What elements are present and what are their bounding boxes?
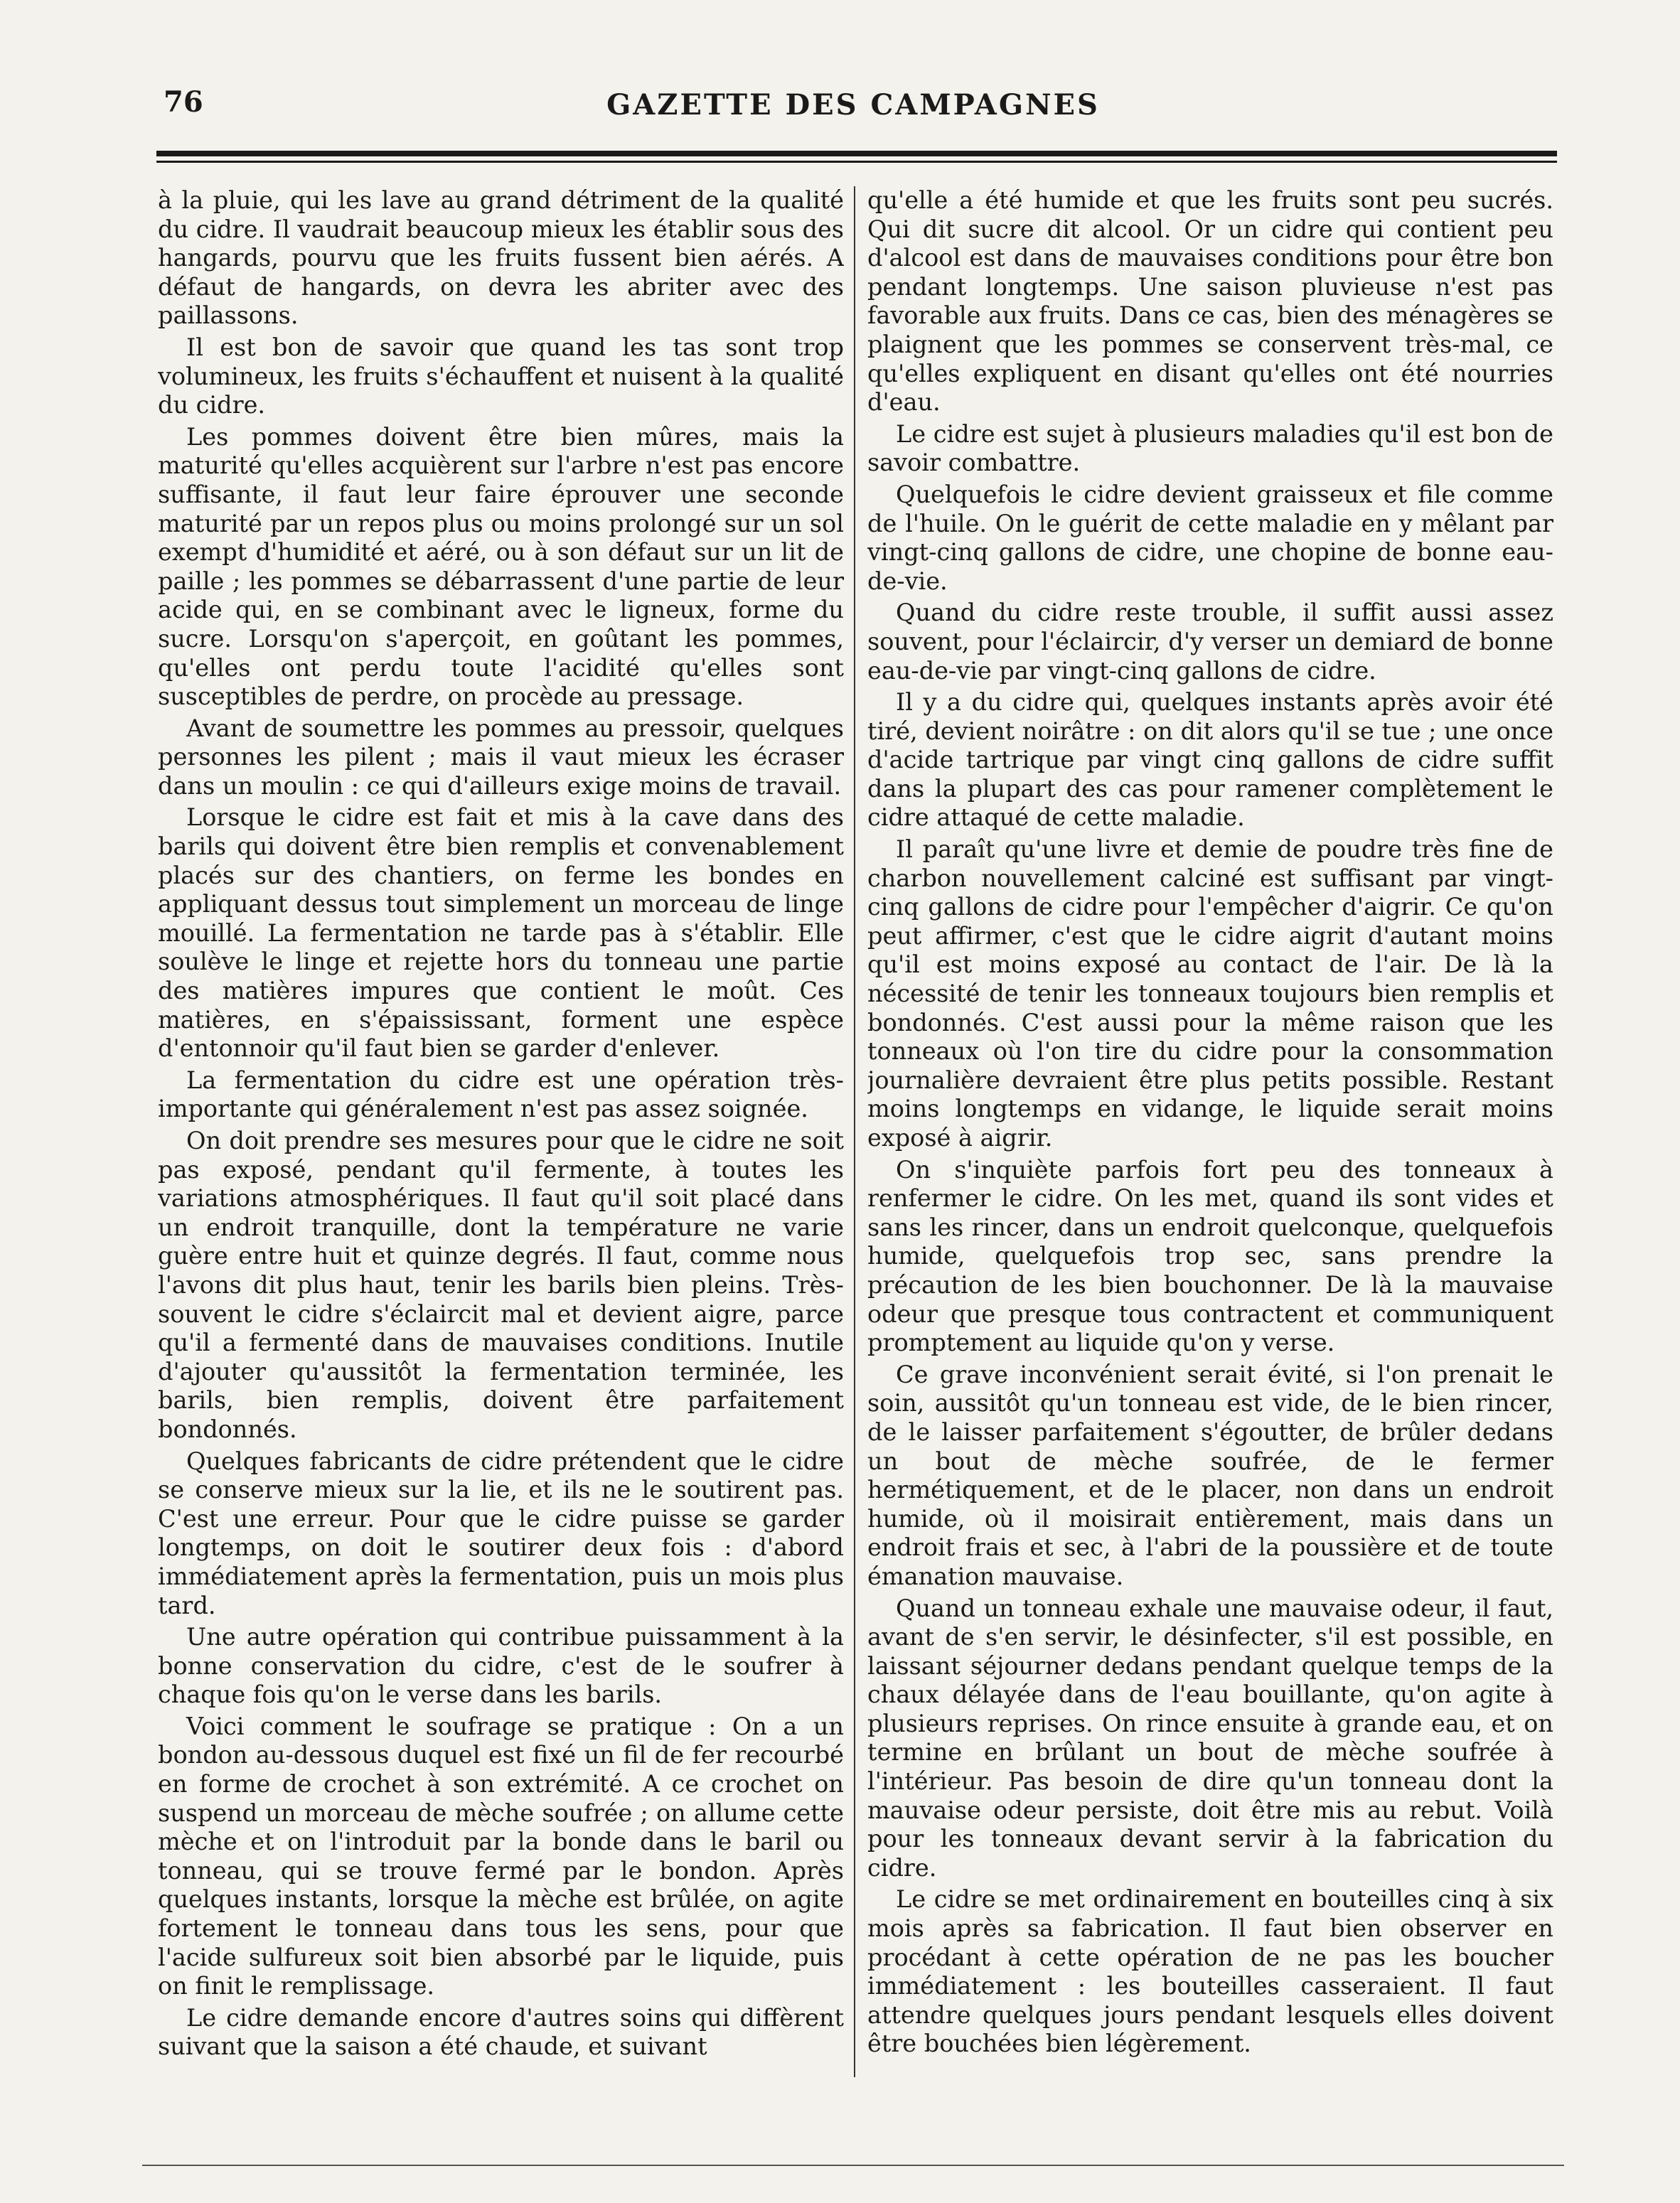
newspaper-title: GAZETTE DES CAMPAGNES [606, 88, 1100, 122]
paragraph: Quand du cidre reste trouble, il suffit aussi assez souvent, pour l'éclaircir, d'y verser un demiard de bonne eau-de-vie par vingt-cinq gallons de cidre. [867, 599, 1553, 685]
paragraph: Il est bon de savoir que quand les tas sont trop volumineux, les fruits s'échauffent et nuisent à la qualité du cidre. [158, 333, 844, 419]
paragraph: Le cidre se met ordinairement en bouteilles cinq à six mois après sa fabrication. Il faut bien observer en procédant à cette opération de ne pas les boucher immédiatement : les bouteilles casseraient. Il faut attendre quelques jours pendant lesquels elles doivent être bouchées bien légèrement. [867, 1885, 1553, 2058]
header-rule-thick [156, 151, 1557, 156]
page-number: 76 [164, 85, 203, 119]
header-rule-thin [156, 161, 1557, 163]
paragraph: Les pommes doivent être bien mûres, mais la maturité qu'elles acquièrent sur l'arbre n'est pas encore suffisante, il faut leur faire éprouver une seconde maturité par un repos plus ou moins prolongé sur un sol exempt d'humidité et aéré, ou à son défaut sur un lit de paille ; les pommes se débarrassent d'une partie de leur acide qui, en se combinant avec le ligneux, forme du sucre. Lorsqu'on s'aperçoit, en goûtant les pommes, qu'elles ont perdu toute l'acidité qu'elles sont susceptibles de perdre, on procède au pressage. [158, 422, 844, 711]
paragraph: La fermentation du cidre est une opération très-importante qui généralement n'est pas assez soignée. [158, 1066, 844, 1123]
page-header [142, 85, 1564, 128]
paragraph: Le cidre est sujet à plusieurs maladies qu'il est bon de savoir combattre. [867, 419, 1553, 477]
paragraph: Il paraît qu'une livre et demie de poudre très fine de charbon nouvellement calciné est suffisant par vingt-cinq gallons de cidre pour l'empêcher d'aigrir. Ce qu'on peut affirmer, c'est que le cidre aigrit d'autant moins qu'il est moins exposé au contact de l'air. De là la nécessité de tenir les tonneaux toujours bien remplis et bondonnés. C'est aussi pour la même raison que les tonneaux où l'on tire du cidre pour la consommation journalière devraient être plus petits possible. Restant moins longtemps en vidange, le liquide serait moins exposé à aigrir. [867, 835, 1553, 1152]
paragraph: Le cidre demande encore d'autres soins qui diffèrent suivant que la saison a été chaude, et suivant [158, 2003, 844, 2061]
paragraph: On s'inquiète parfois fort peu des tonneaux à renfermer le cidre. On les met, quand ils sont vides et sans les rincer, dans un endroit quelconque, quelquefois humide, quelquefois trop sec, sans prendre la précaution de les bien bouchonner. De là la mauvaise odeur que presque tous contractent et communiquent promptement au liquide qu'on y verse. [867, 1155, 1553, 1357]
paragraph: Quelques fabricants de cidre prétendent que le cidre se conserve mieux sur la lie, et ils ne le soutirent pas. C'est une erreur. Pour que le cidre puisse se garder longtemps, on doit le soutirer deux fois : d'abord immédiatement après la fermentation, puis un mois plus tard. [158, 1447, 844, 1619]
paragraph: à la pluie, qui les lave au grand détriment de la qualité du cidre. Il vaudrait beaucoup mieux les établir sous des hangards, pourvu que les fruits fussent bien aérés. A défaut de hangards, on devra les abriter avec des paillassons. [158, 186, 844, 330]
paragraph: Une autre opération qui contribue puissamment à la bonne conservation du cidre, c'est de le soufrer à chaque fois qu'on le verse dans les barils. [158, 1623, 844, 1709]
footer-rule [142, 2165, 1564, 2166]
right-column [867, 186, 1553, 2091]
paragraph: qu'elle a été humide et que les fruits sont peu sucrés. Qui dit sucre dit alcool. Or un cidre qui contient peu d'alcool est dans de mauvaises conditions pour être bon pendant longtemps. Une saison pluvieuse n'est pas favorable aux fruits. Dans ce cas, bien des ménagères se plaignent que les pommes se conservent très-mal, ce qu'elles expliquent en disant qu'elles ont été nourries d'eau. [867, 186, 1553, 417]
paragraph: Quelquefois le cidre devient graisseux et file comme de l'huile. On le guérit de cette maladie en y mêlant par vingt-cinq gallons de cidre, une chopine de bonne eau-de-vie. [867, 480, 1553, 595]
paragraph: Quand un tonneau exhale une mauvaise odeur, il faut, avant de s'en servir, le désinfecter, s'il est possible, en laissant séjourner dedans pendant quelque temps de la chaux délayée dans de l'eau bouillante, qu'on agite à plusieurs reprises. On rince ensuite à grande eau, et on termine en brûlant un bout de mèche soufrée à l'intérieur. Pas besoin de dire qu'un tonneau dont la mauvaise odeur persiste, doit être mis au rebut. Voilà pour les tonneaux devant servir à la fabrication du cidre. [867, 1594, 1553, 1882]
column-divider [854, 186, 855, 2077]
left-column [158, 186, 844, 2091]
paragraph: Lorsque le cidre est fait et mis à la cave dans des barils qui doivent être bien remplis et convenablement placés sur des chantiers, on ferme les bondes en appliquant dessus tout simplement un morceau de linge mouillé. La fermentation ne tarde pas à s'établir. Elle soulève le linge et rejette hors du tonneau une partie des matières impures que contient le moût. Ces matières, en s'épaississant, forment une espèce d'entonnoir qu'il faut bien se garder d'enlever. [158, 803, 844, 1063]
paragraph: Avant de soumettre les pommes au pressoir, quelques personnes les pilent ; mais il vaut mieux les écraser dans un moulin : ce qui d'ailleurs exige moins de travail. [158, 714, 844, 800]
paragraph: Voici comment le soufrage se pratique : On a un bondon au-dessous duquel est fixé un fil de fer recourbé en forme de crochet à son extrémité. A ce crochet on suspend un morceau de mèche soufrée ; on allume cette mèche et on l'introduit par la bonde dans le baril ou tonneau, qui se trouve fermé par le bondon. Après quelques instants, lorsque la mèche est brûlée, on agite fortement le tonneau dans tous les sens, pour que l'acide sulfureux soit bien absorbé par le liquide, puis on finit le remplissage. [158, 1712, 844, 2000]
paragraph: Ce grave inconvénient serait évité, si l'on prenait le soin, aussitôt qu'un tonneau est vide, de le bien rincer, de le laisser parfaitement s'égoutter, de brûler dedans un bout de mèche soufrée, de le fermer hermétiquement, et de le placer, non dans un endroit humide, où il moisirait entièrement, mais dans un endroit frais et sec, à l'abri de la poussière et de toute émanation mauvaise. [867, 1360, 1553, 1590]
paragraph: Il y a du cidre qui, quelques instants après avoir été tiré, devient noirâtre : on dit alors qu'il se tue ; une once d'acide tartrique par vingt cinq gallons de cidre suffit dans la plupart des cas pour ramener complètement le cidre attaqué de cette maladie. [867, 688, 1553, 832]
paragraph: On doit prendre ses mesures pour que le cidre ne soit pas exposé, pendant qu'il fermente, à toutes les variations atmosphériques. Il faut qu'il soit placé dans un endroit tranquille, dont la température ne varie guère entre huit et quinze degrés. Il faut, comme nous l'avons dit plus haut, tenir les barils bien pleins. Très-souvent le cidre s'éclaircit mal et devient aigre, parce qu'il a fermenté dans de mauvaises conditions. Inutile d'ajouter qu'aussitôt la fermentation terminée, les barils, bien remplis, doivent être parfaitement bondonnés. [158, 1127, 844, 1443]
